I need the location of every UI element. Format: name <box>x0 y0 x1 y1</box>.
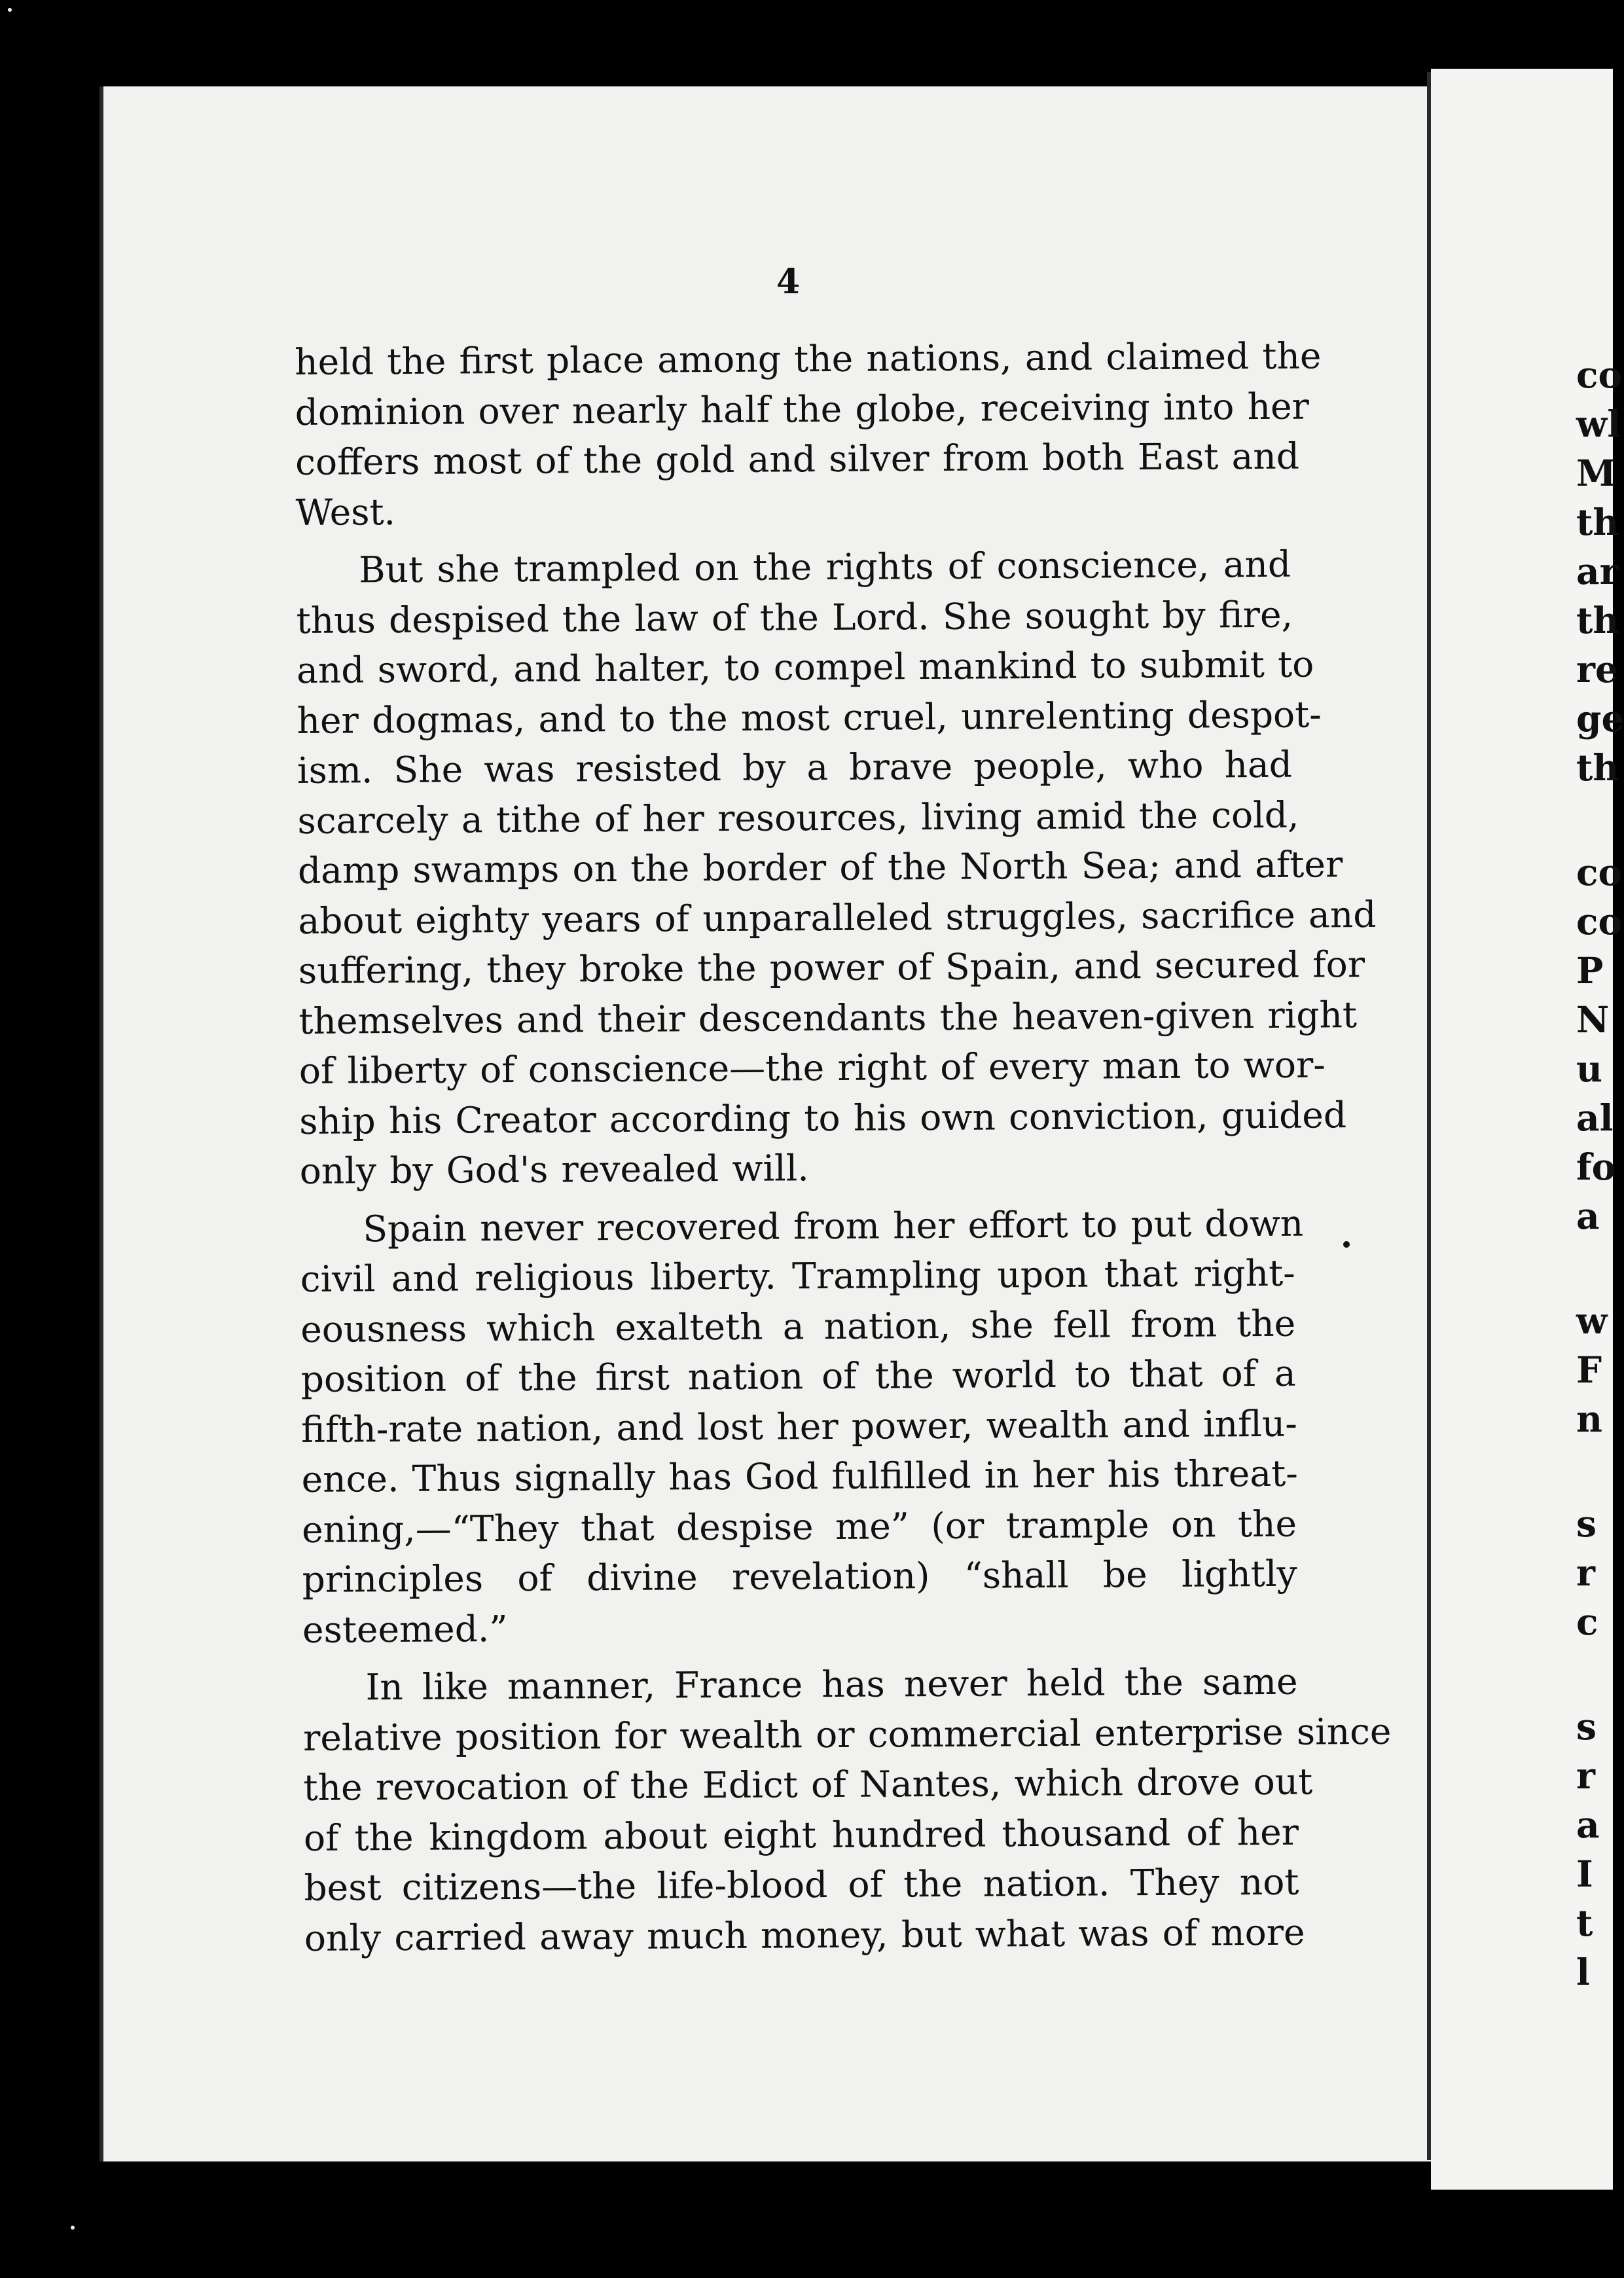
text-line: Spain never recovered from her effort to put down <box>363 1202 1304 1250</box>
paragraph-3 <box>300 1198 1304 1655</box>
text-line: only carried away much money, but what was of more <box>304 1911 1305 1959</box>
facing-page-fragment: ge <box>1576 697 1624 740</box>
facing-page-fragment: ar <box>1576 550 1619 592</box>
text-line: damp swamps on the border of the North Sea; and after <box>297 843 1343 892</box>
facing-page-fragment: co <box>1576 353 1623 396</box>
text-line: the revocation of the Edict of Nantes, which drove out <box>303 1760 1313 1809</box>
text-line: civil and religious liberty. Trampling upon that right- <box>300 1252 1295 1300</box>
facing-page-fragment: co <box>1576 900 1623 943</box>
facing-page-fragment: co <box>1576 851 1623 894</box>
facing-page-fragment: th <box>1576 599 1619 642</box>
facing-page-fragment: r <box>1576 1754 1595 1797</box>
text-line: held the first place among the nations, and claimed the <box>295 334 1322 383</box>
text-line: about eighty years of unparalleled struggles, sacrifice and <box>298 893 1377 942</box>
facing-page-fragment: al <box>1576 1096 1614 1139</box>
text-line: her dogmas, and to the most cruel, unrelenting despot- <box>297 693 1322 742</box>
scan-speck <box>71 2226 75 2230</box>
text-line: ship his Creator according to his own conviction, guided <box>299 1093 1347 1142</box>
facing-page-fragment: n <box>1576 1398 1602 1440</box>
text-line: principles of divine revelation) “shall be lightly <box>302 1552 1297 1600</box>
text-line: best citizens—the life-blood of the nation. They not <box>304 1860 1299 1909</box>
text-line: coffers most of the gold and silver from both East and <box>295 435 1300 483</box>
text-line: But she trampled on the rights of conscience, and <box>358 543 1291 591</box>
text-line: In like manner, France has never held the same <box>365 1660 1298 1708</box>
facing-page-fragment: a <box>1576 1803 1600 1846</box>
facing-page-fragment: I <box>1576 1853 1593 1895</box>
text-line: of the kingdom about eight hundred thousand of her <box>303 1811 1299 1859</box>
text-line: fifth-rate nation, and lost her power, wealth and influ- <box>300 1402 1298 1451</box>
facing-page-fragment: M <box>1576 452 1616 494</box>
text-line: position of the first nation of the world to that of a <box>300 1352 1296 1400</box>
page-number: 4 <box>776 262 801 302</box>
scan-speck <box>8 8 12 12</box>
text-line: West. <box>295 490 396 533</box>
facing-page-fragment: r <box>1576 1551 1595 1594</box>
text-line: relative position for wealth or commercial enterprise since <box>302 1710 1392 1759</box>
facing-page-fragment: fo <box>1576 1146 1616 1188</box>
text-line: eousness which exalteth a nation, she fell from the <box>300 1302 1296 1350</box>
facing-page-fragment: P <box>1576 949 1604 992</box>
facing-page-fragment: t <box>1576 1902 1593 1944</box>
text-line: themselves and their descendants the heaven-given right <box>298 993 1358 1042</box>
facing-page-fragment: s <box>1576 1705 1597 1748</box>
facing-page-fragment: F <box>1576 1348 1602 1391</box>
facing-page-fragment: th <box>1576 746 1619 789</box>
page-body <box>295 331 1392 1971</box>
text-line: of liberty of conscience—the right of every man to wor- <box>298 1043 1326 1092</box>
text-line: only by God's revealed will. <box>299 1147 809 1192</box>
text-line: ence. Thus signally has God fulfilled in her his threat- <box>301 1452 1299 1500</box>
text-line: scarcely a tithe of her resources, living amid the cold, <box>297 793 1299 842</box>
text-line: suffering, they broke the power of Spain, and secured for <box>298 943 1365 992</box>
facing-page-fragment: a <box>1576 1195 1600 1237</box>
text-line: and sword, and halter, to compel mankind to submit to <box>296 643 1314 691</box>
facing-page-fragment: re <box>1576 648 1618 691</box>
facing-page-fragment: w <box>1576 1299 1608 1342</box>
text-line: esteemed.” <box>302 1607 508 1651</box>
paragraph-2 <box>296 539 1377 1197</box>
facing-page-fragment: N <box>1576 998 1610 1041</box>
text-line: ening,—“They that despise me” (or trample on the <box>301 1502 1297 1551</box>
facing-page-fragment: s <box>1576 1502 1597 1545</box>
facing-page-fragment: l <box>1576 1951 1590 1993</box>
facing-page-fragment: th <box>1576 501 1619 543</box>
ink-speck <box>1343 1241 1350 1248</box>
paragraph-4 <box>302 1657 1392 1963</box>
text-line: ism. She was resisted by a brave people, who had <box>297 743 1293 791</box>
text-line: dominion over nearly half the globe, receiving into her <box>295 385 1310 433</box>
facing-page-fragment: c <box>1576 1600 1598 1643</box>
facing-page-fragment: u <box>1576 1047 1602 1090</box>
text-line: thus despised the law of the Lord. She sought by fire, <box>296 593 1293 642</box>
facing-page-fragment: wl <box>1576 403 1621 445</box>
paragraph-1 <box>295 331 1322 537</box>
